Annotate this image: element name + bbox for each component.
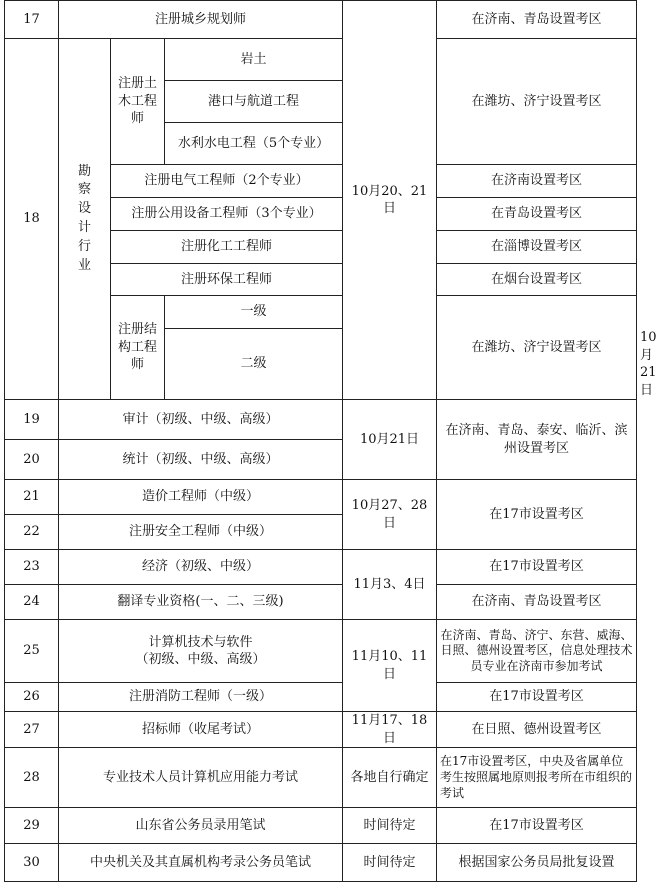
industry-group-label: 勘 察 设 计 行 业 xyxy=(59,39,111,400)
exam-area: 在济南、青岛、泰安、临沂、滨州设置考区 xyxy=(437,400,637,480)
row-number: 23 xyxy=(5,550,59,585)
exam-name: 统计（初级、中级、高级） xyxy=(59,440,343,480)
exam-schedule-table xyxy=(4,0,657,882)
table-row xyxy=(5,585,637,620)
exam-date: 11月10、11日 xyxy=(343,620,437,712)
exam-date: 10月21日 xyxy=(343,400,437,480)
exam-area: 在17市设置考区 xyxy=(437,480,637,550)
table-row xyxy=(5,683,637,712)
exam-area: 在17市设置考区 xyxy=(437,683,637,712)
exam-name: 注册消防工程师（一级） xyxy=(59,683,343,712)
row-number: 19 xyxy=(5,400,59,440)
exam-name: 注册电气工程师（2个专业） xyxy=(111,165,343,198)
exam-date: 时间待定 xyxy=(343,844,437,882)
exam-name-line: （初级、中级、高级） xyxy=(135,652,266,668)
exam-name: 审计（初级、中级、高级） xyxy=(59,400,343,440)
exam-name: 山东省公务员录用笔试 xyxy=(59,808,343,844)
table-row xyxy=(5,480,637,515)
table-row xyxy=(5,808,637,844)
exam-date: 10月20、21日 xyxy=(343,1,437,400)
exam-date: 各地自行确定 xyxy=(343,748,437,808)
exam-name: 造价工程师（中级） xyxy=(59,480,343,515)
row-number: 25 xyxy=(5,620,59,683)
exam-date: 时间待定 xyxy=(343,808,437,844)
table-row xyxy=(5,550,637,585)
exam-area: 在潍坊、济宁设置考区 xyxy=(437,39,637,165)
row-number: 29 xyxy=(5,808,59,844)
exam-subject: 水利水电工程（5个专业） xyxy=(165,123,343,165)
exam-area: 在17市设置考区，中央及省属单位考生按照属地原则报考所在市组织的考试 xyxy=(437,748,637,808)
exam-name: 招标师（收尾考试） xyxy=(59,712,343,748)
exam-area: 在济南、青岛、济宁、东营、威海、日照、德州设置考区，信息处理技术员专业在济南市参加考试 xyxy=(437,620,637,683)
exam-subject: 港口与航道工程 xyxy=(165,81,343,123)
structural-engineer-label: 注册结构工程师 xyxy=(111,296,165,400)
table-row xyxy=(5,39,637,81)
exam-name: 经济（初级、中级） xyxy=(59,550,343,585)
exam-name: 注册化工工程师 xyxy=(111,231,343,264)
row-number: 17 xyxy=(5,1,59,39)
row-number: 22 xyxy=(5,515,59,550)
exam-area: 在17市设置考区 xyxy=(437,808,637,844)
exam-area: 在17市设置考区 xyxy=(437,550,637,585)
row-number: 27 xyxy=(5,712,59,748)
exam-name xyxy=(59,620,343,683)
table-row xyxy=(5,620,637,683)
exam-name: 注册环保工程师 xyxy=(111,264,343,296)
exam-date: 11月17、18日 xyxy=(343,712,437,748)
exam-area: 在潍坊、济宁设置考区 xyxy=(437,296,637,400)
table-row xyxy=(5,1,637,39)
table-row xyxy=(5,844,637,882)
exam-date: 11月3、4日 xyxy=(343,550,437,620)
exam-name: 注册城乡规划师 xyxy=(59,1,343,39)
row-number: 18 xyxy=(5,39,59,400)
row-number: 24 xyxy=(5,585,59,620)
exam-subject: 岩土 xyxy=(165,39,343,81)
exam-name: 翻译专业资格(一、二、三级) xyxy=(59,585,343,620)
table-row xyxy=(5,748,637,808)
exam-name: 专业技术人员计算机应用能力考试 xyxy=(59,748,343,808)
exam-area: 在淄博设置考区 xyxy=(437,231,637,264)
table-row xyxy=(5,400,637,440)
row-number: 30 xyxy=(5,844,59,882)
exam-area: 在济南、青岛设置考区 xyxy=(437,585,637,620)
exam-area: 在烟台设置考区 xyxy=(437,264,637,296)
exam-name: 中央机关及其直属机构考录公务员笔试 xyxy=(59,844,343,882)
exam-area: 在济南、青岛设置考区 xyxy=(437,1,637,39)
exam-subject: 二级 xyxy=(165,329,343,400)
exam-name-line: 计算机技术与软件 xyxy=(148,634,253,650)
exam-area: 在青岛设置考区 xyxy=(437,198,637,231)
row-number: 26 xyxy=(5,683,59,712)
row-number: 20 xyxy=(5,440,59,480)
exam-date: 10月27、28日 xyxy=(343,480,437,550)
exam-area: 在济南设置考区 xyxy=(437,165,637,198)
exam-name: 注册安全工程师（中级） xyxy=(59,515,343,550)
exam-area: 根据国家公务员局批复设置 xyxy=(437,844,637,882)
civil-engineer-label: 注册土木工程师 xyxy=(111,39,165,165)
table-row: 二级 10月21日 xyxy=(5,329,637,400)
exam-area: 在日照、德州设置考区 xyxy=(437,712,637,748)
exam-name: 注册公用设备工程师（3个专业） xyxy=(111,198,343,231)
table-row xyxy=(5,712,637,748)
row-number: 28 xyxy=(5,748,59,808)
exam-subject: 一级 xyxy=(165,296,343,329)
row-number: 21 xyxy=(5,480,59,515)
